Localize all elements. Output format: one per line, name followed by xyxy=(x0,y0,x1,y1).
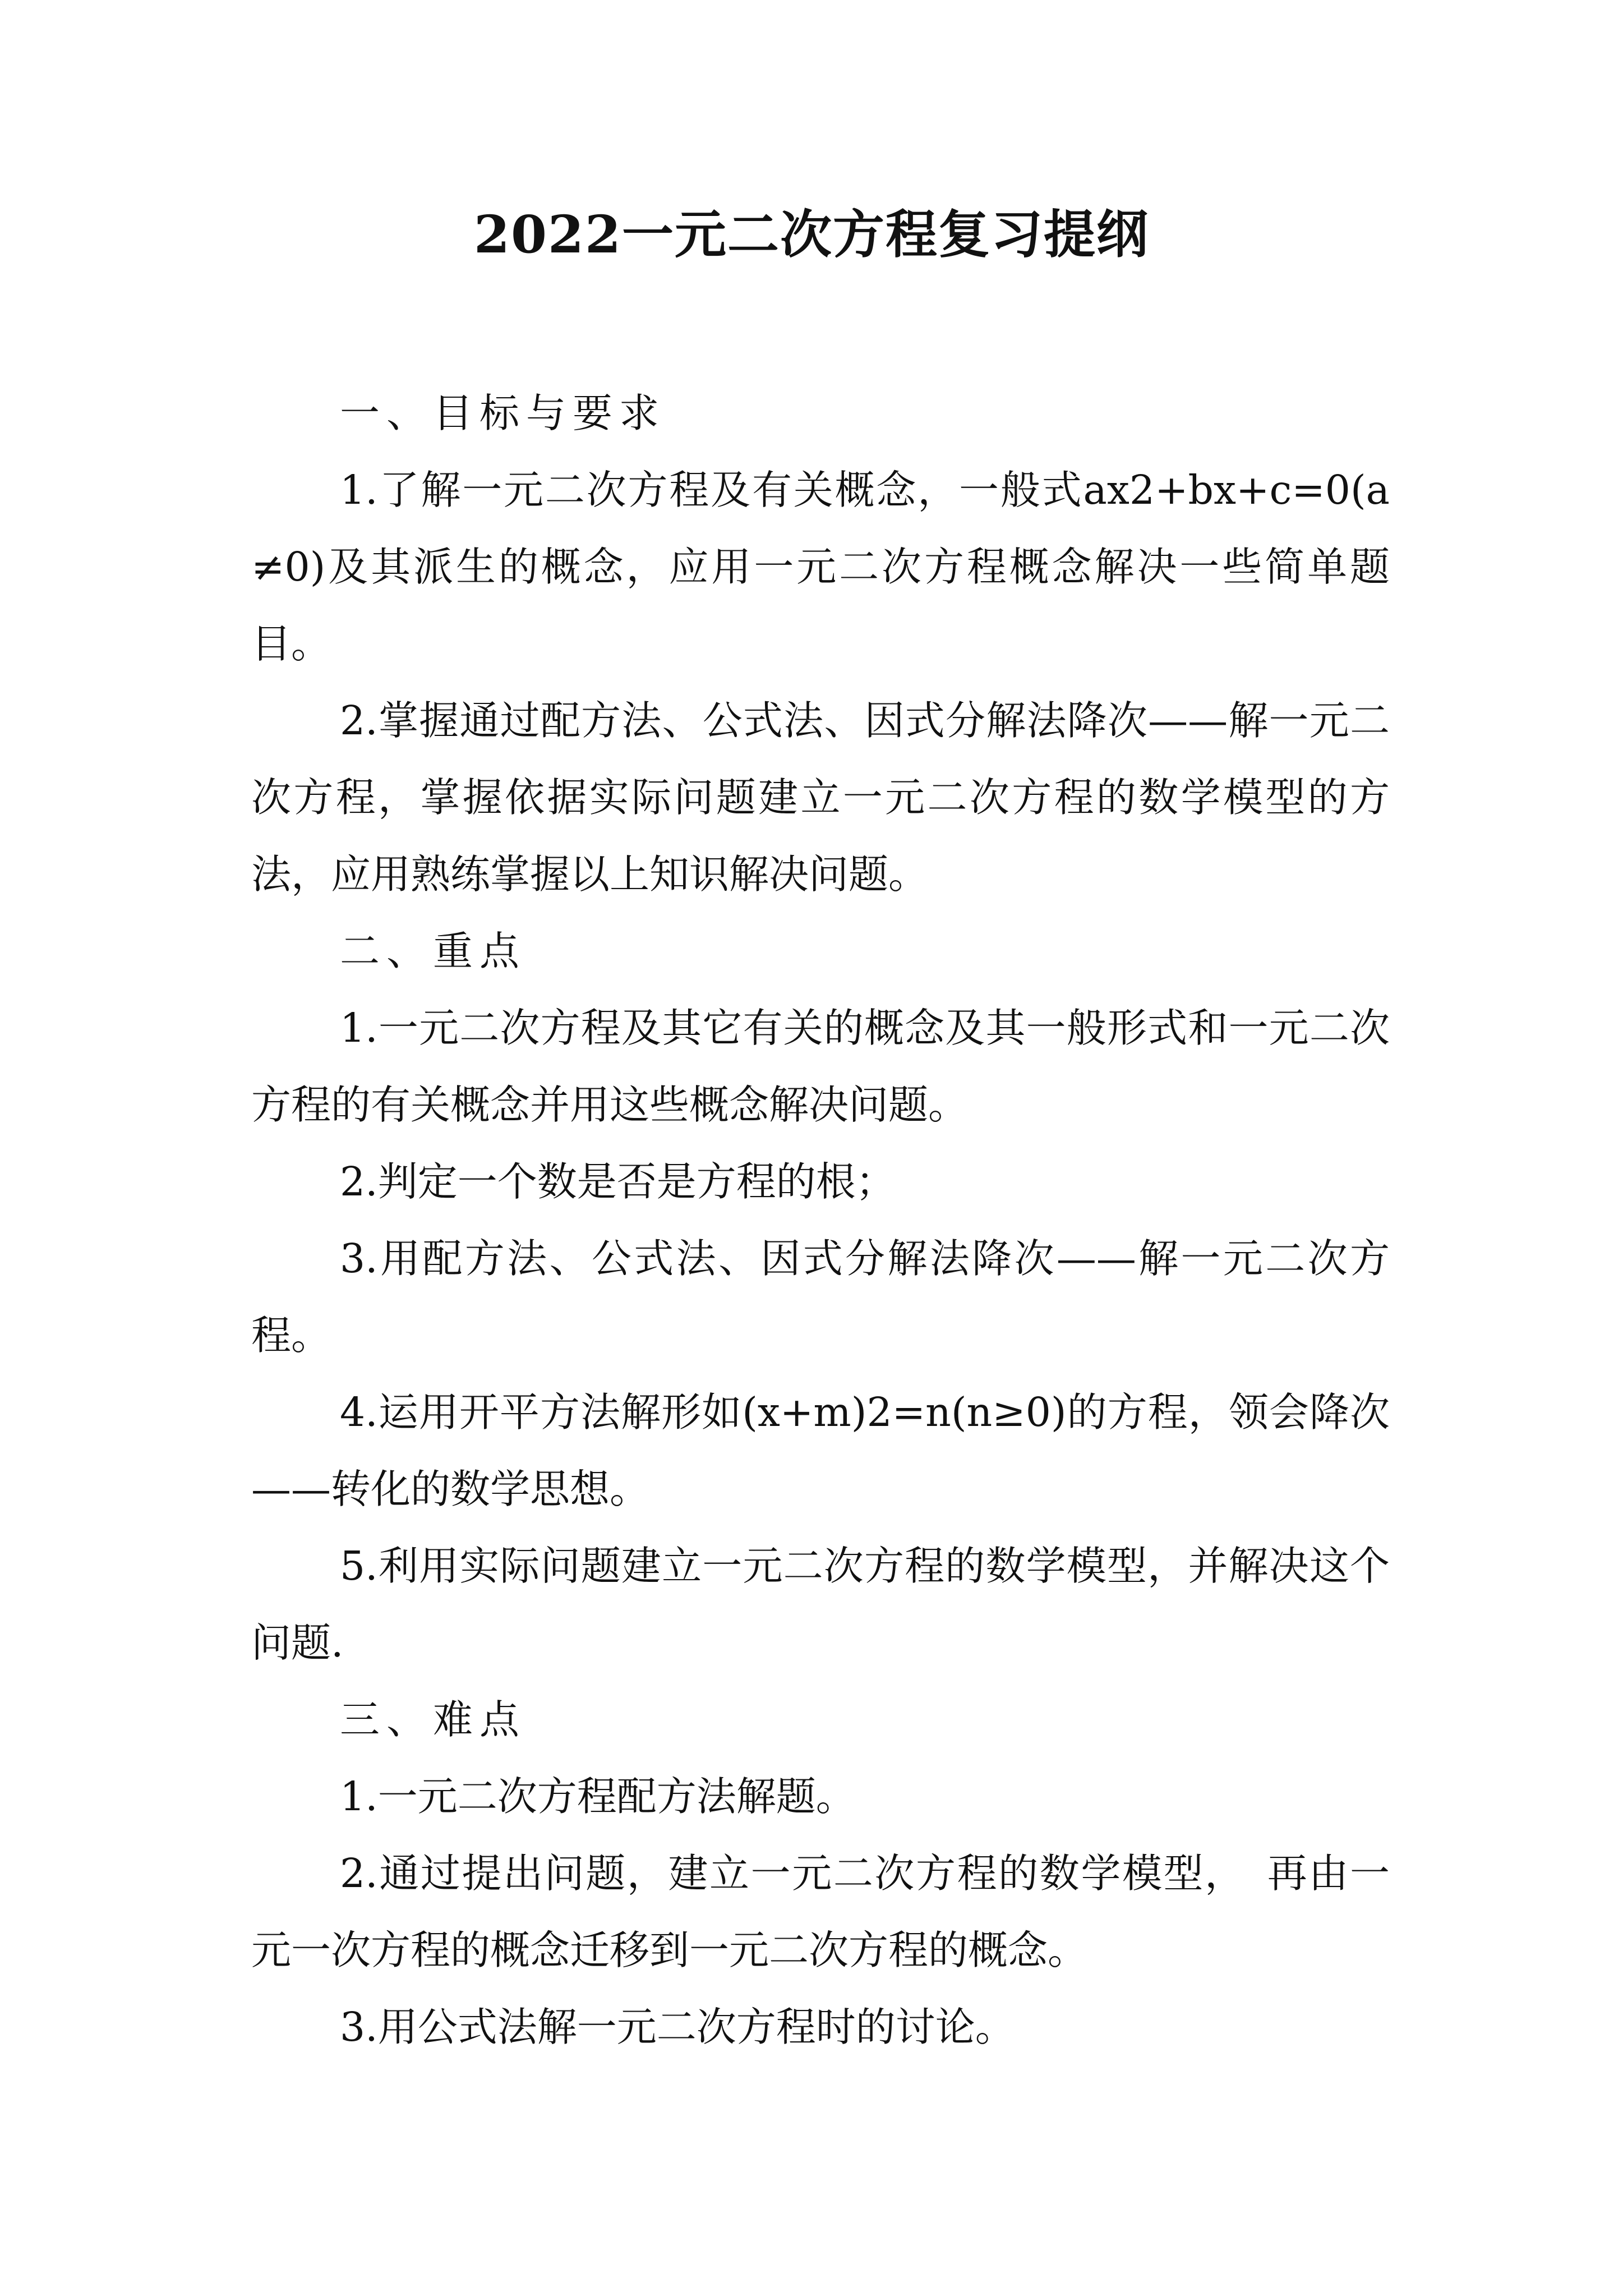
key-point-item-2: 2.判定一个数是否是方程的根； xyxy=(340,1158,896,1205)
key-point-item-4: 4.运用开平方法解形如(x+m)2=n(n≥0)的方程，领会降次——转化的数学思想。 xyxy=(251,1389,1390,1512)
difficulty-item-2: 2.通过提出问题，建立一元二次方程的数学模型， 再由一元一次方程的概念迁移到一元二次方程的概念。 xyxy=(251,1850,1390,1973)
goal-item-1: 1.了解一元二次方程及有关概念，一般式ax2+bx+c=0(a≠0)及其派生的概念，应用一元二次方程概念解决一些简单题目。 xyxy=(251,467,1390,667)
difficulty-item-3: 3.用公式法解一元二次方程时的讨论。 xyxy=(340,2004,1015,2050)
section-heading-key-points: 二、重点 xyxy=(340,928,527,974)
document-title: 2022一元二次方程复习提纲 xyxy=(473,204,1150,265)
goal-item-2: 2.掌握通过配方法、公式法、因式分解法降次——解一元二次方程，掌握依据实际问题建立一元二次方程的数学模型的方法，应用熟练掌握以上知识解决问题。 xyxy=(251,697,1390,898)
difficulty-item-1: 1.一元二次方程配方法解题。 xyxy=(340,1773,856,1820)
key-point-item-1: 1.一元二次方程及其它有关的概念及其一般形式和一元二次方程的有关概念并用这些概念解决问题。 xyxy=(251,1005,1390,1128)
section-heading-goals: 一、目标与要求 xyxy=(340,390,666,436)
key-point-item-5: 5.利用实际问题建立一元二次方程的数学模型，并解决这个问题. xyxy=(251,1543,1390,1666)
document-body xyxy=(251,375,1390,2065)
section-heading-difficulties: 三、难点 xyxy=(340,1696,527,1743)
key-point-item-3: 3.用配方法、公式法、因式分解法降次——解一元二次方程。 xyxy=(251,1235,1390,1359)
